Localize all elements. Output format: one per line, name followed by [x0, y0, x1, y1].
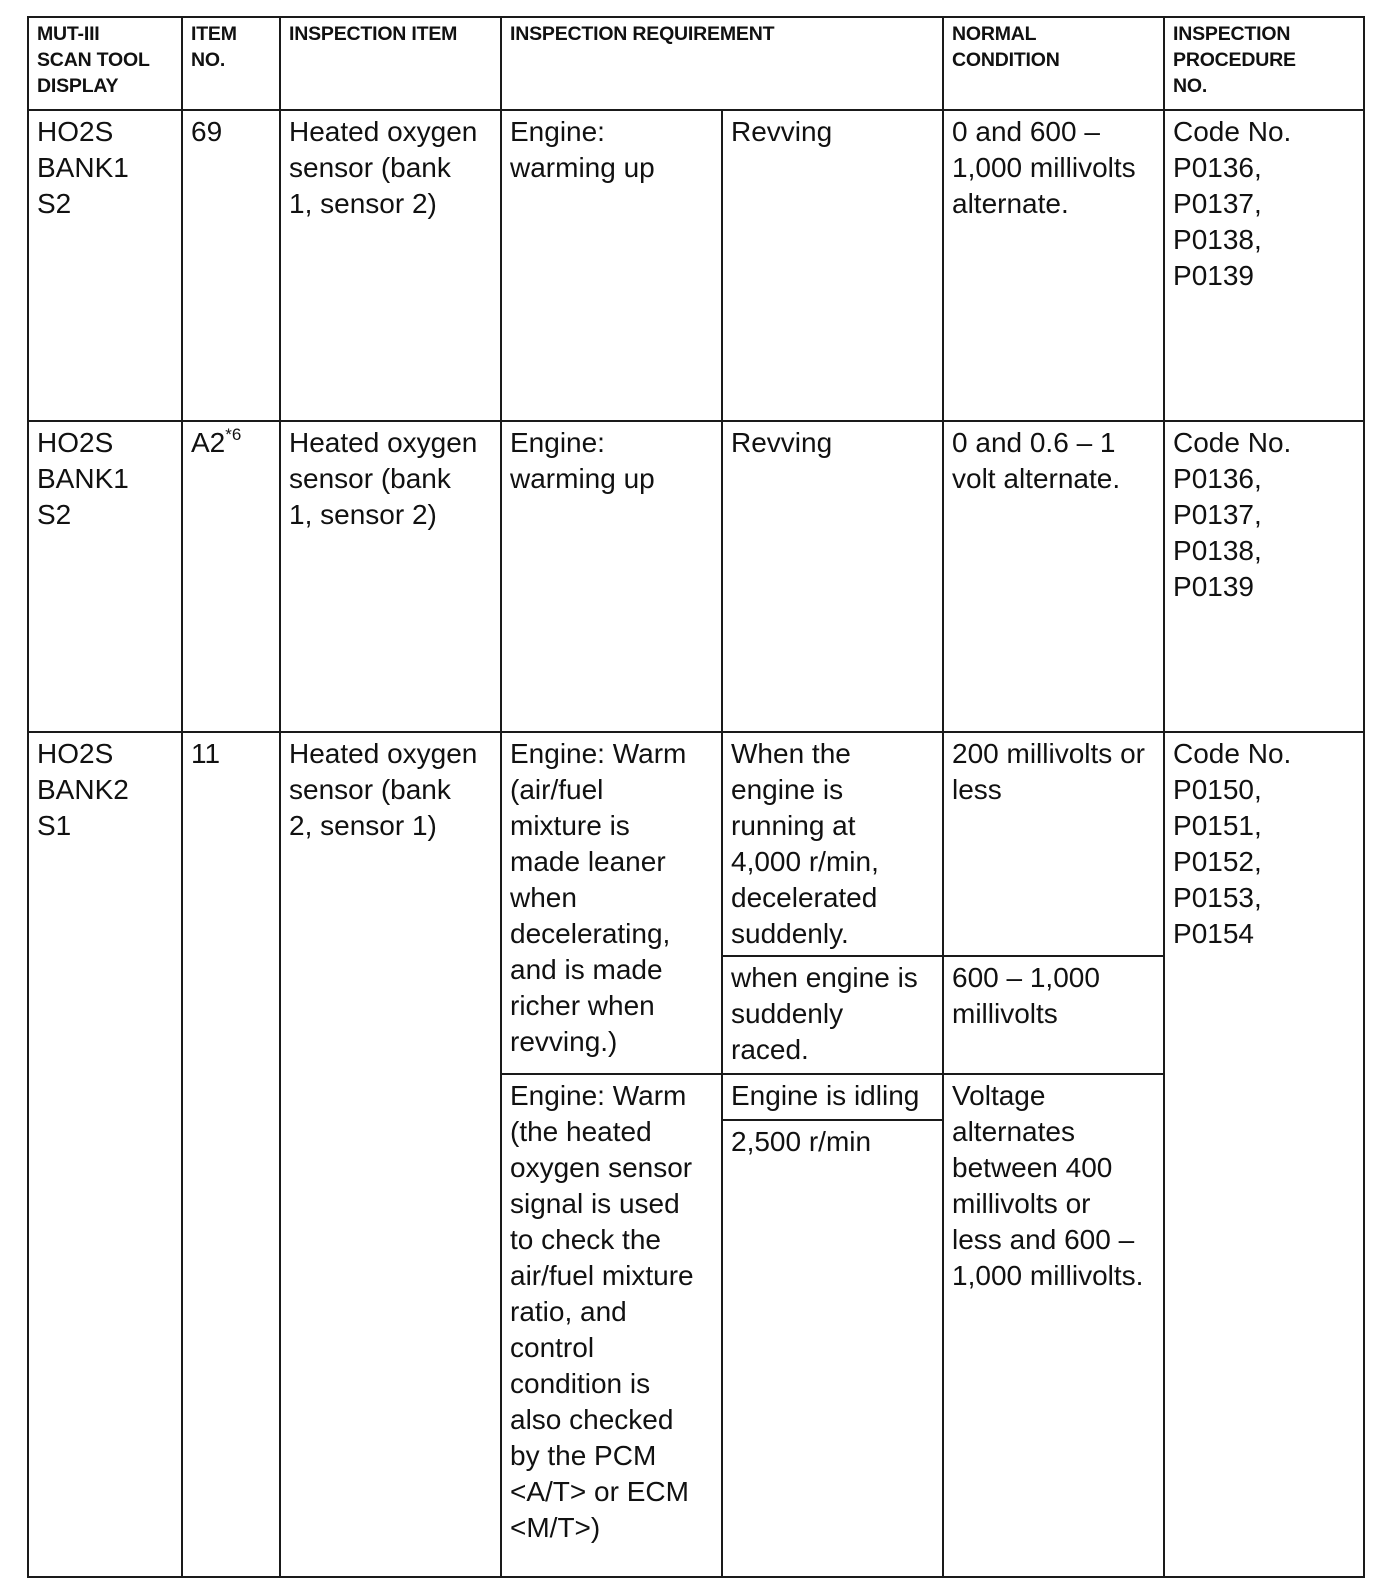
- scan-tool-display-cell: HO2S BANK1 S2: [28, 110, 182, 421]
- condition-cell-decelerated: When the engine is running at 4,000 r/min, decelerated suddenly.: [722, 732, 943, 956]
- procedure-cell: Code No. P0136, P0137, P0138, P0139: [1164, 421, 1364, 732]
- item-no-cell: [182, 421, 280, 732]
- header-scan-tool-display: MUT-III SCAN TOOL DISPLAY: [28, 17, 182, 110]
- table-row: [28, 110, 1364, 421]
- requirement-cell-decel-revving: Engine: Warm (air/fuel mixture is made leaner when decelerating, and is made richer when revving.): [501, 732, 722, 1074]
- item-no-cell: 69: [182, 110, 280, 421]
- table-row: [28, 421, 1364, 732]
- procedure-cell: Code No. P0150, P0151, P0152, P0153, P0154: [1164, 732, 1364, 1577]
- item-no-cell: 11: [182, 732, 280, 1577]
- scan-tool-display-cell: HO2S BANK2 S1: [28, 732, 182, 1577]
- normal-condition-cell: 0 and 600 – 1,000 millivolts alternate.: [943, 110, 1164, 421]
- requirement-cell: Engine: warming up: [501, 421, 722, 732]
- header-inspection-item: INSPECTION ITEM: [280, 17, 501, 110]
- condition-cell-idling: Engine is idling: [722, 1074, 943, 1120]
- condition-cell: Revving: [722, 110, 943, 421]
- inspection-item-cell: Heated oxygen sensor (bank 1, sensor 2): [280, 110, 501, 421]
- header-inspection-procedure: INSPECTION PROCEDURE NO.: [1164, 17, 1364, 110]
- inspection-table: [27, 16, 1365, 1578]
- table-row: [28, 732, 1364, 956]
- footnote-marker: *6: [225, 425, 242, 444]
- normal-condition-cell: 0 and 0.6 – 1 volt alternate.: [943, 421, 1164, 732]
- requirement-cell: Engine: warming up: [501, 110, 722, 421]
- procedure-cell: Code No. P0136, P0137, P0138, P0139: [1164, 110, 1364, 421]
- condition-cell-2500-rpm: 2,500 r/min: [722, 1120, 943, 1577]
- header-row: [28, 17, 1364, 110]
- scan-tool-display-cell: HO2S BANK1 S2: [28, 421, 182, 732]
- header-inspection-requirement: INSPECTION REQUIREMENT: [501, 17, 943, 110]
- item-no-value: A2: [191, 427, 226, 458]
- condition-cell-raced: when engine is suddenly raced.: [722, 956, 943, 1074]
- header-item-no: ITEM NO.: [182, 17, 280, 110]
- normal-condition-cell-alternates: Voltage alternates between 400 millivolts or less and 600 – 1,000 millivolts.: [943, 1074, 1164, 1577]
- inspection-item-cell: Heated oxygen sensor (bank 2, sensor 1): [280, 732, 501, 1577]
- header-normal-condition: NORMAL CONDITION: [943, 17, 1164, 110]
- requirement-cell-feedback: Engine: Warm (the heated oxygen sensor signal is used to check the air/fuel mixture ratio, and control condition is also checked by the PCM <A/T> or ECM <M/T>): [501, 1074, 722, 1577]
- normal-condition-cell-raced: 600 – 1,000 millivolts: [943, 956, 1164, 1074]
- inspection-item-cell: Heated oxygen sensor (bank 1, sensor 2): [280, 421, 501, 732]
- condition-cell: Revving: [722, 421, 943, 732]
- normal-condition-cell-decelerated: 200 millivolts or less: [943, 732, 1164, 956]
